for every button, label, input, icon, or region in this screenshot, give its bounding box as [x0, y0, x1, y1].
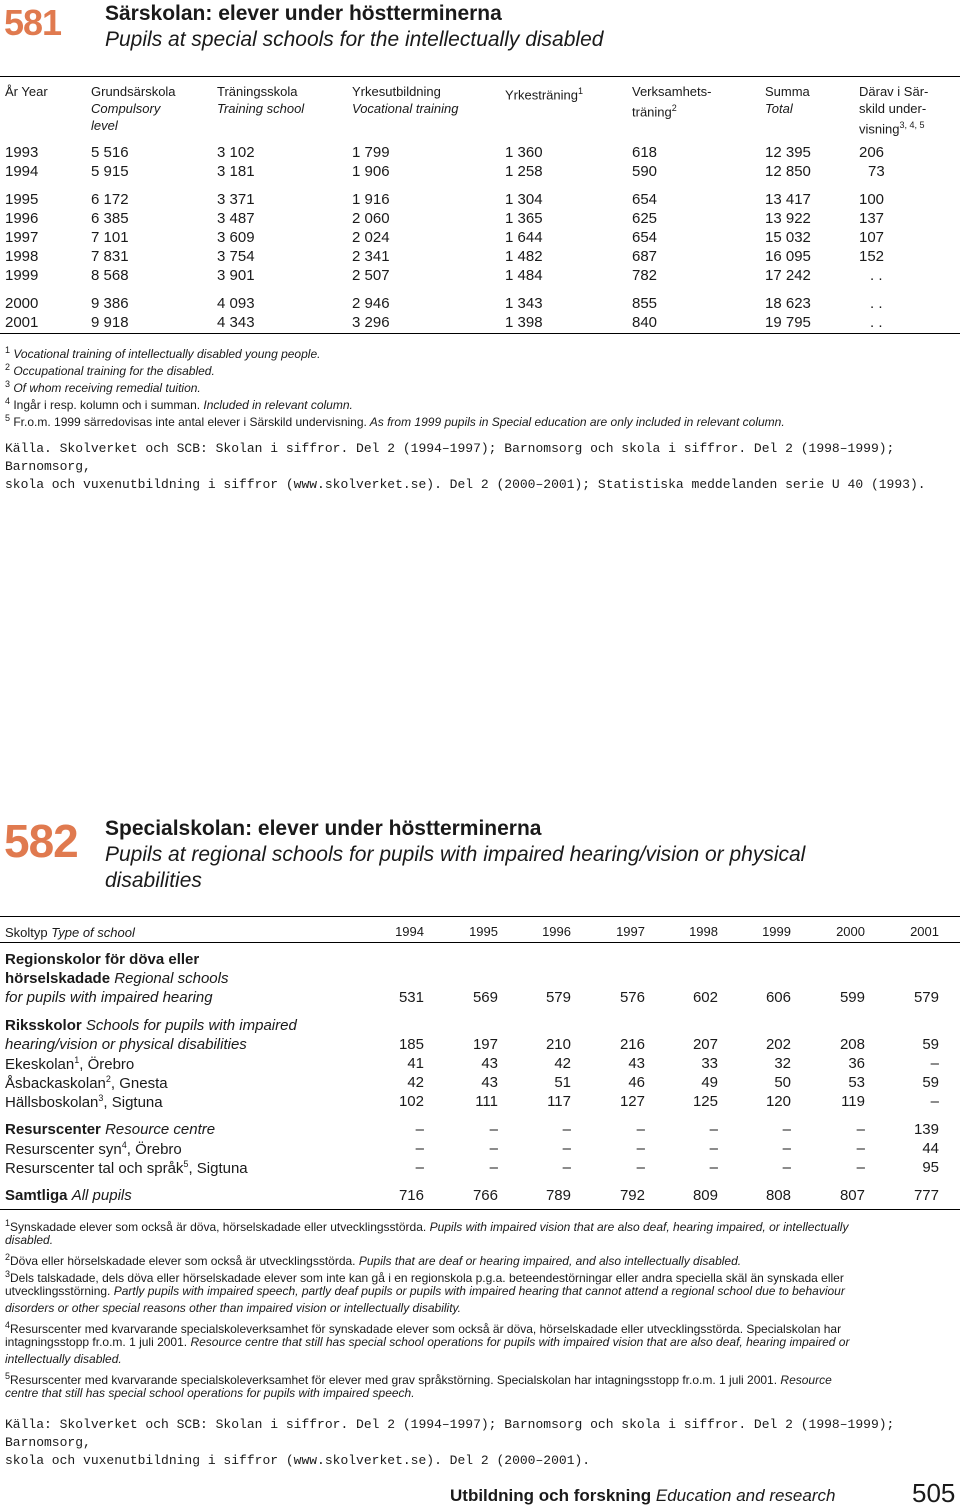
sub-row-place: , Örebro [79, 1056, 135, 1073]
sub-row-sup: 3 [98, 1093, 104, 1103]
header-c4-sv: Yrkesträning [505, 87, 578, 103]
value-sub: 44 [922, 1140, 939, 1157]
table-cell: . . [870, 295, 883, 312]
value-sub: 46 [628, 1074, 645, 1091]
footnote-text-en: Of whom receiving remedial tuition. [10, 381, 201, 395]
source-582-line-1: Källa: Skolverket och SCB: Skolan i siffror. Del 2 (1994–1997); Barnomsorg och skola i siffror. Del 2 (1998–1999); Barnomsorg, [5, 1417, 895, 1450]
group-national-label-1: Riksskolor Schools for pupils with impaired [5, 1017, 297, 1034]
table-cell: 13 922 [765, 210, 811, 227]
value-regional: 599 [839, 989, 865, 1006]
value-national: 59 [922, 1036, 939, 1053]
header-c7-sup: 3, 4, 5 [899, 120, 925, 130]
value-total: 809 [692, 1187, 718, 1204]
group-regional-label-3: for pupils with impaired hearing [5, 989, 213, 1006]
value-sub: 111 [475, 1093, 498, 1110]
footnote-text-sv: Dels talskadade, dels döva eller hörselskadade elever som inte kan gå i en regionskola p.g.a. beteendestörningar eller andra speciella skäl än synskada eller [10, 1271, 844, 1285]
value-total: 808 [765, 1187, 791, 1204]
table-cell: 12 850 [765, 163, 811, 180]
value-sub: – [415, 1159, 424, 1176]
value-sub: 50 [774, 1074, 791, 1091]
value-sub: – [930, 1093, 939, 1110]
table-cell: 1 304 [505, 191, 543, 208]
row-year: 1996 [5, 210, 39, 227]
value-regional: 602 [692, 989, 718, 1006]
sub-row-name: Resurscenter syn [5, 1141, 122, 1158]
table-cell: 7 101 [91, 229, 129, 246]
table-number-581: 581 [4, 2, 62, 43]
sub-row-label [5, 1055, 134, 1073]
footnote-text-sv: Resurscenter med kvarvarande specialskoleverksamhet för elever med grav språkstörning. Specialskolan har intagningsstopp fr.o.m. 1 juli 2001. [10, 1373, 781, 1387]
value-sub: – [709, 1159, 718, 1176]
value-total: 792 [619, 1187, 645, 1204]
table-cell: 654 [632, 191, 658, 208]
footnote [5, 410, 785, 431]
year-header: 1994 [395, 924, 424, 939]
row-year: 1994 [5, 163, 39, 180]
value-total: 716 [398, 1187, 424, 1204]
value-sub: 32 [774, 1055, 791, 1072]
value-sub: – [782, 1140, 791, 1157]
footnote-text-en: Resource [780, 1373, 832, 1387]
table-582-header-rule [0, 942, 960, 943]
table-cell: 2 024 [352, 229, 390, 246]
footnote-line [5, 1232, 53, 1249]
value-sub: 120 [765, 1093, 791, 1110]
table-cell: 19 795 [765, 314, 811, 331]
table-cell: 855 [632, 295, 658, 312]
footer-section-sv: Utbildning och forskning [450, 1486, 652, 1505]
value-regional: 606 [765, 989, 791, 1006]
table-cell: 8 568 [91, 267, 129, 284]
year-header: 2000 [836, 924, 865, 939]
header-year: År Year [5, 84, 48, 99]
value-sub: 117 [547, 1093, 571, 1110]
table-cell: 654 [632, 229, 658, 246]
table-cell: 6 385 [91, 210, 129, 227]
table-581-bottom-rule [0, 333, 960, 334]
value-national: 216 [619, 1036, 645, 1053]
footnote-line [5, 1215, 848, 1236]
group-national-label-2: hearing/vision or physical disabilities [5, 1036, 247, 1053]
header-c1-en: Compulsory [91, 101, 161, 116]
table-number-582: 582 [4, 815, 78, 867]
footnote-text-sv: Resurscenter med kvarvarande specialskoleverksamhet för synskadade elever som också är döva, hörselskadade eller utvecklingsstörda. Specialskolan har [10, 1322, 842, 1336]
page-footer [450, 1486, 835, 1506]
value-sub: – [489, 1140, 498, 1157]
year-header: 1999 [762, 924, 791, 939]
value-total: 777 [913, 1187, 939, 1204]
value-sub: 51 [554, 1074, 571, 1091]
table-cell: 1 916 [352, 191, 390, 208]
table-cell: 1 484 [505, 267, 543, 284]
footnote-text-sv: Ingår i resp. kolumn och i summan. [10, 398, 201, 412]
footnote-text-sv: Synskadade elever som också är döva, hörselskadade eller utvecklingsstörda. [10, 1220, 430, 1234]
value-sub: – [930, 1055, 939, 1072]
group-regional-label-2: hörselskadade Regional schools [5, 970, 229, 987]
value-sub: – [636, 1140, 645, 1157]
table-cell: 4 093 [217, 295, 255, 312]
value-sub: – [782, 1159, 791, 1176]
header-c5-sv2: träning [632, 104, 672, 120]
row-year: 1997 [5, 229, 39, 246]
table-cell: 137 [859, 210, 885, 227]
footnote-line [5, 1283, 845, 1300]
sub-row-place: , Gnesta [110, 1075, 168, 1092]
footnote-number: 5 [5, 1371, 11, 1381]
footnote-text-en: Occupational training for the disabled. [10, 364, 215, 378]
table-582-title-sv: Specialskolan: elever under höstterminerna [105, 817, 542, 840]
table-cell: 18 623 [765, 295, 811, 312]
header-c6-en: Total [765, 101, 793, 116]
table-cell: 16 095 [765, 248, 811, 265]
sub-row-place: , Örebro [126, 1141, 182, 1158]
value-sub: 119 [841, 1093, 865, 1110]
sub-row-sup: 1 [74, 1055, 80, 1065]
footnote-text-en: Partly pupils with impaired speech, partly deaf pupils or pupils with impaired hearing that cannot attend a regional school due to behaviour [113, 1284, 845, 1298]
sub-row-label [5, 1093, 163, 1111]
footnote-number: 2 [5, 1252, 11, 1262]
header-c7-sv: Därav i Sär- [859, 84, 929, 99]
sub-row-name: Ekeskolan [5, 1056, 75, 1073]
total-label: Samtliga All pupils [5, 1187, 132, 1204]
value-sub: – [562, 1140, 571, 1157]
footnote-text-en: Included in relevant column. [200, 398, 353, 412]
sub-row-name: Åsbackaskolan [5, 1075, 106, 1092]
row-year: 2001 [5, 314, 39, 331]
footnote-text-en: Pupils with impaired vision that are also deaf, hearing impaired, or intellectually [429, 1220, 849, 1234]
footnote-text-en: Vocational training of intellectually disabled young people. [10, 347, 321, 361]
table-582-title-en [105, 842, 925, 894]
table-cell: 3 102 [217, 144, 255, 161]
value-total: 789 [545, 1187, 571, 1204]
footnote-line [5, 1300, 461, 1317]
table-cell: 2 507 [352, 267, 390, 284]
value-resource: 139 [913, 1121, 939, 1138]
table-cell: 3 371 [217, 191, 255, 208]
value-resource: – [562, 1121, 571, 1138]
value-sub: 95 [922, 1159, 939, 1176]
header-label-sv: Skoltyp [5, 925, 48, 940]
header-c1-en2: level [91, 118, 118, 133]
footnote-number: 3 [5, 379, 11, 389]
row-year: 2000 [5, 295, 39, 312]
value-resource: – [636, 1121, 645, 1138]
year-header: 1997 [616, 924, 645, 939]
table-cell: 1 799 [352, 144, 390, 161]
row-year: 1995 [5, 191, 39, 208]
value-sub: 49 [701, 1074, 718, 1091]
footnote-text-en: As from 1999 pupils in Special education are only included in relevant column. [366, 415, 785, 429]
year-header: 1998 [689, 924, 718, 939]
value-national: 197 [472, 1036, 498, 1053]
value-national: 207 [692, 1036, 718, 1053]
footnote-number: 3 [5, 1269, 11, 1279]
title-en-line-2: disabilities [105, 869, 202, 892]
value-total: 766 [472, 1187, 498, 1204]
table-cell: 3 181 [217, 163, 255, 180]
table-cell: 625 [632, 210, 658, 227]
table-cell: 5 516 [91, 144, 129, 161]
table-582-bottom-rule [0, 1209, 960, 1210]
sub-row-sup: 4 [121, 1140, 127, 1150]
value-regional: 579 [545, 989, 571, 1006]
footnote-text-en: disabled. [5, 1233, 54, 1247]
sub-row-place: , Sigtuna [103, 1094, 163, 1111]
value-sub: – [489, 1159, 498, 1176]
value-sub: 33 [701, 1055, 718, 1072]
value-sub: 36 [848, 1055, 865, 1072]
table-cell: 1 906 [352, 163, 390, 180]
footnote-line [5, 1351, 122, 1368]
value-regional: 531 [398, 989, 424, 1006]
value-resource: – [489, 1121, 498, 1138]
value-regional: 579 [913, 989, 939, 1006]
table-cell: 2 946 [352, 295, 390, 312]
value-national: 202 [765, 1036, 791, 1053]
sub-row-label [5, 1074, 168, 1092]
footnote-number: 1 [5, 1218, 11, 1228]
table-cell: 1 258 [505, 163, 543, 180]
page-number: 505 [912, 1478, 956, 1508]
table-581-title-en: Pupils at special schools for the intellectually disabled [105, 28, 604, 51]
table-cell: 2 060 [352, 210, 390, 227]
table-cell: 17 242 [765, 267, 811, 284]
year-header: 1996 [542, 924, 571, 939]
table-581-source [5, 440, 935, 494]
value-sub: – [856, 1159, 865, 1176]
table-cell: 782 [632, 267, 658, 284]
sub-row-name: Resurscenter tal och språk [5, 1160, 184, 1177]
footnote-text-en: Pupils that are deaf or hearing impaired, and also intellectually disabled. [358, 1254, 742, 1268]
table-cell: 590 [632, 163, 658, 180]
footnote-number: 2 [5, 362, 11, 372]
sub-row-sup: 5 [183, 1159, 189, 1169]
value-national: 210 [545, 1036, 571, 1053]
source-line-1: Källa. Skolverket och SCB: Skolan i siffror. Del 2 (1994–1997); Barnomsorg och skola i siffror. Del 2 (1998–1999); Barnomsorg, [5, 441, 895, 474]
table-cell: 206 [859, 144, 885, 161]
table-cell: 1 644 [505, 229, 543, 246]
value-sub: – [856, 1140, 865, 1157]
value-resource: – [415, 1121, 424, 1138]
table-cell: 1 365 [505, 210, 543, 227]
source-582-line-2: skola och vuxenutbildning i siffror (www.skolverket.se). Del 2 (2000–2001). [5, 1453, 591, 1468]
table-cell: 107 [859, 229, 885, 246]
header-c2-sv: Träningsskola [217, 84, 298, 99]
sub-row-label [5, 1140, 182, 1158]
table-582-header-label [5, 924, 135, 941]
table-cell: 1 398 [505, 314, 543, 331]
table-581-top-rule [0, 76, 960, 77]
header-c7-sv2: skild under- [859, 101, 927, 116]
group-regional-label-1: Regionskolor för döva eller [5, 951, 200, 968]
source-line-2: skola och vuxenutbildning i siffror (www.skolverket.se). Del 2 (2000–2001); Statistiska meddelanden serie U 40 (1993). [5, 477, 926, 492]
value-sub: 59 [922, 1074, 939, 1091]
header-c5-sv: Verksamhets- [632, 84, 712, 99]
value-resource: – [709, 1121, 718, 1138]
header-c6-sv: Summa [765, 84, 810, 99]
value-resource: – [856, 1121, 865, 1138]
table-cell: 3 609 [217, 229, 255, 246]
value-sub: 125 [692, 1093, 718, 1110]
footnote-line [5, 1385, 415, 1402]
table-cell: 9 918 [91, 314, 129, 331]
header-c2-en: Training school [217, 101, 305, 116]
sub-row-name: Hällsboskolan [5, 1094, 99, 1111]
sub-row-place: , Sigtuna [188, 1160, 248, 1177]
footnote-text-en: disorders or other special reasons other than impaired vision or intellectually disability. [5, 1301, 461, 1315]
table-cell: 618 [632, 144, 658, 161]
table-581-title-sv: Särskolan: elever under höstterminerna [105, 2, 502, 25]
footnote-line [5, 1334, 849, 1351]
table-cell: 1 343 [505, 295, 543, 312]
footnote-text-sv: Fr.o.m. 1999 särredovisas inte antal elever i Särskild undervisning. [10, 415, 367, 429]
value-national: 208 [839, 1036, 865, 1053]
table-cell: 7 831 [91, 248, 129, 265]
year-header: 1995 [469, 924, 498, 939]
footnote-text-en: intellectually disabled. [5, 1352, 122, 1366]
table-cell: 3 754 [217, 248, 255, 265]
row-year: 1993 [5, 144, 39, 161]
table-cell: 1 360 [505, 144, 543, 161]
value-regional: 576 [619, 989, 645, 1006]
sub-row-label [5, 1159, 248, 1177]
sub-row-sup: 2 [105, 1074, 111, 1084]
title-en-line-1: Pupils at regional schools for pupils with impaired hearing/vision or physical [105, 843, 806, 866]
table-582-source [5, 1416, 935, 1470]
row-year: 1999 [5, 267, 39, 284]
value-resource: – [782, 1121, 791, 1138]
value-regional: 569 [472, 989, 498, 1006]
value-sub: – [562, 1159, 571, 1176]
value-sub: 42 [407, 1074, 424, 1091]
footnote-text-sv: Döva eller hörselskadade elever som också är utvecklingsstörda. [10, 1254, 359, 1268]
table-cell: 12 395 [765, 144, 811, 161]
value-sub: 41 [407, 1055, 424, 1072]
table-cell: 100 [859, 191, 885, 208]
footnote-text-en: Resource centre that still has special school operations for pupils with impaired vision that are also deaf, hearing impaired or [190, 1335, 850, 1349]
table-cell: 9 386 [91, 295, 129, 312]
value-sub: 127 [619, 1093, 645, 1110]
value-total: 807 [839, 1187, 865, 1204]
table-cell: . . [870, 314, 883, 331]
header-c3-sv: Yrkesutbildning [352, 84, 441, 99]
footnote-number: 5 [5, 413, 11, 423]
table-cell: 840 [632, 314, 658, 331]
year-header: 2001 [910, 924, 939, 939]
footnote-text-sv: utvecklingsstörning. [5, 1284, 114, 1298]
value-sub: 43 [628, 1055, 645, 1072]
table-cell: 3 296 [352, 314, 390, 331]
table-cell: 6 172 [91, 191, 129, 208]
header-c7-sv3: visning [859, 121, 900, 137]
value-sub: 42 [554, 1055, 571, 1072]
table-582-top-rule [0, 916, 960, 917]
value-sub: – [636, 1159, 645, 1176]
table-cell: . . [870, 267, 883, 284]
value-sub: 102 [398, 1093, 424, 1110]
header-c5-sup: 2 [671, 103, 677, 113]
value-sub: – [709, 1140, 718, 1157]
table-cell: 4 343 [217, 314, 255, 331]
value-sub: 53 [848, 1074, 865, 1091]
table-cell: 2 341 [352, 248, 390, 265]
value-sub: 43 [481, 1055, 498, 1072]
table-cell: 152 [859, 248, 885, 265]
footnote-text-sv: intagningsstopp fr.o.m. 1 juli 2001. [5, 1335, 191, 1349]
footnote-number: 4 [5, 396, 11, 406]
value-sub: – [415, 1140, 424, 1157]
table-cell: 13 417 [765, 191, 811, 208]
value-national: 185 [398, 1036, 424, 1053]
footnote-text-en: centre that still has special school operations for pupils with impaired speech. [5, 1386, 415, 1400]
table-cell: 1 482 [505, 248, 543, 265]
table-cell: 15 032 [765, 229, 811, 246]
table-cell: 3 487 [217, 210, 255, 227]
table-cell: 73 [868, 163, 885, 180]
header-c3-en: Vocational training [352, 101, 459, 116]
table-cell: 5 915 [91, 163, 129, 180]
group-resource-label: Resurscenter Resource centre [5, 1121, 216, 1138]
footnote-number: 4 [5, 1320, 11, 1330]
table-cell: 3 901 [217, 267, 255, 284]
value-sub: 43 [481, 1074, 498, 1091]
header-label-en: Type of school [51, 925, 135, 940]
table-cell: 687 [632, 248, 658, 265]
footer-section-en: Education and research [655, 1486, 836, 1505]
row-year: 1998 [5, 248, 39, 265]
header-c4-sup: 1 [577, 86, 583, 96]
footnote-number: 1 [5, 345, 11, 355]
header-c1-sv: Grundsärskola [91, 84, 176, 99]
